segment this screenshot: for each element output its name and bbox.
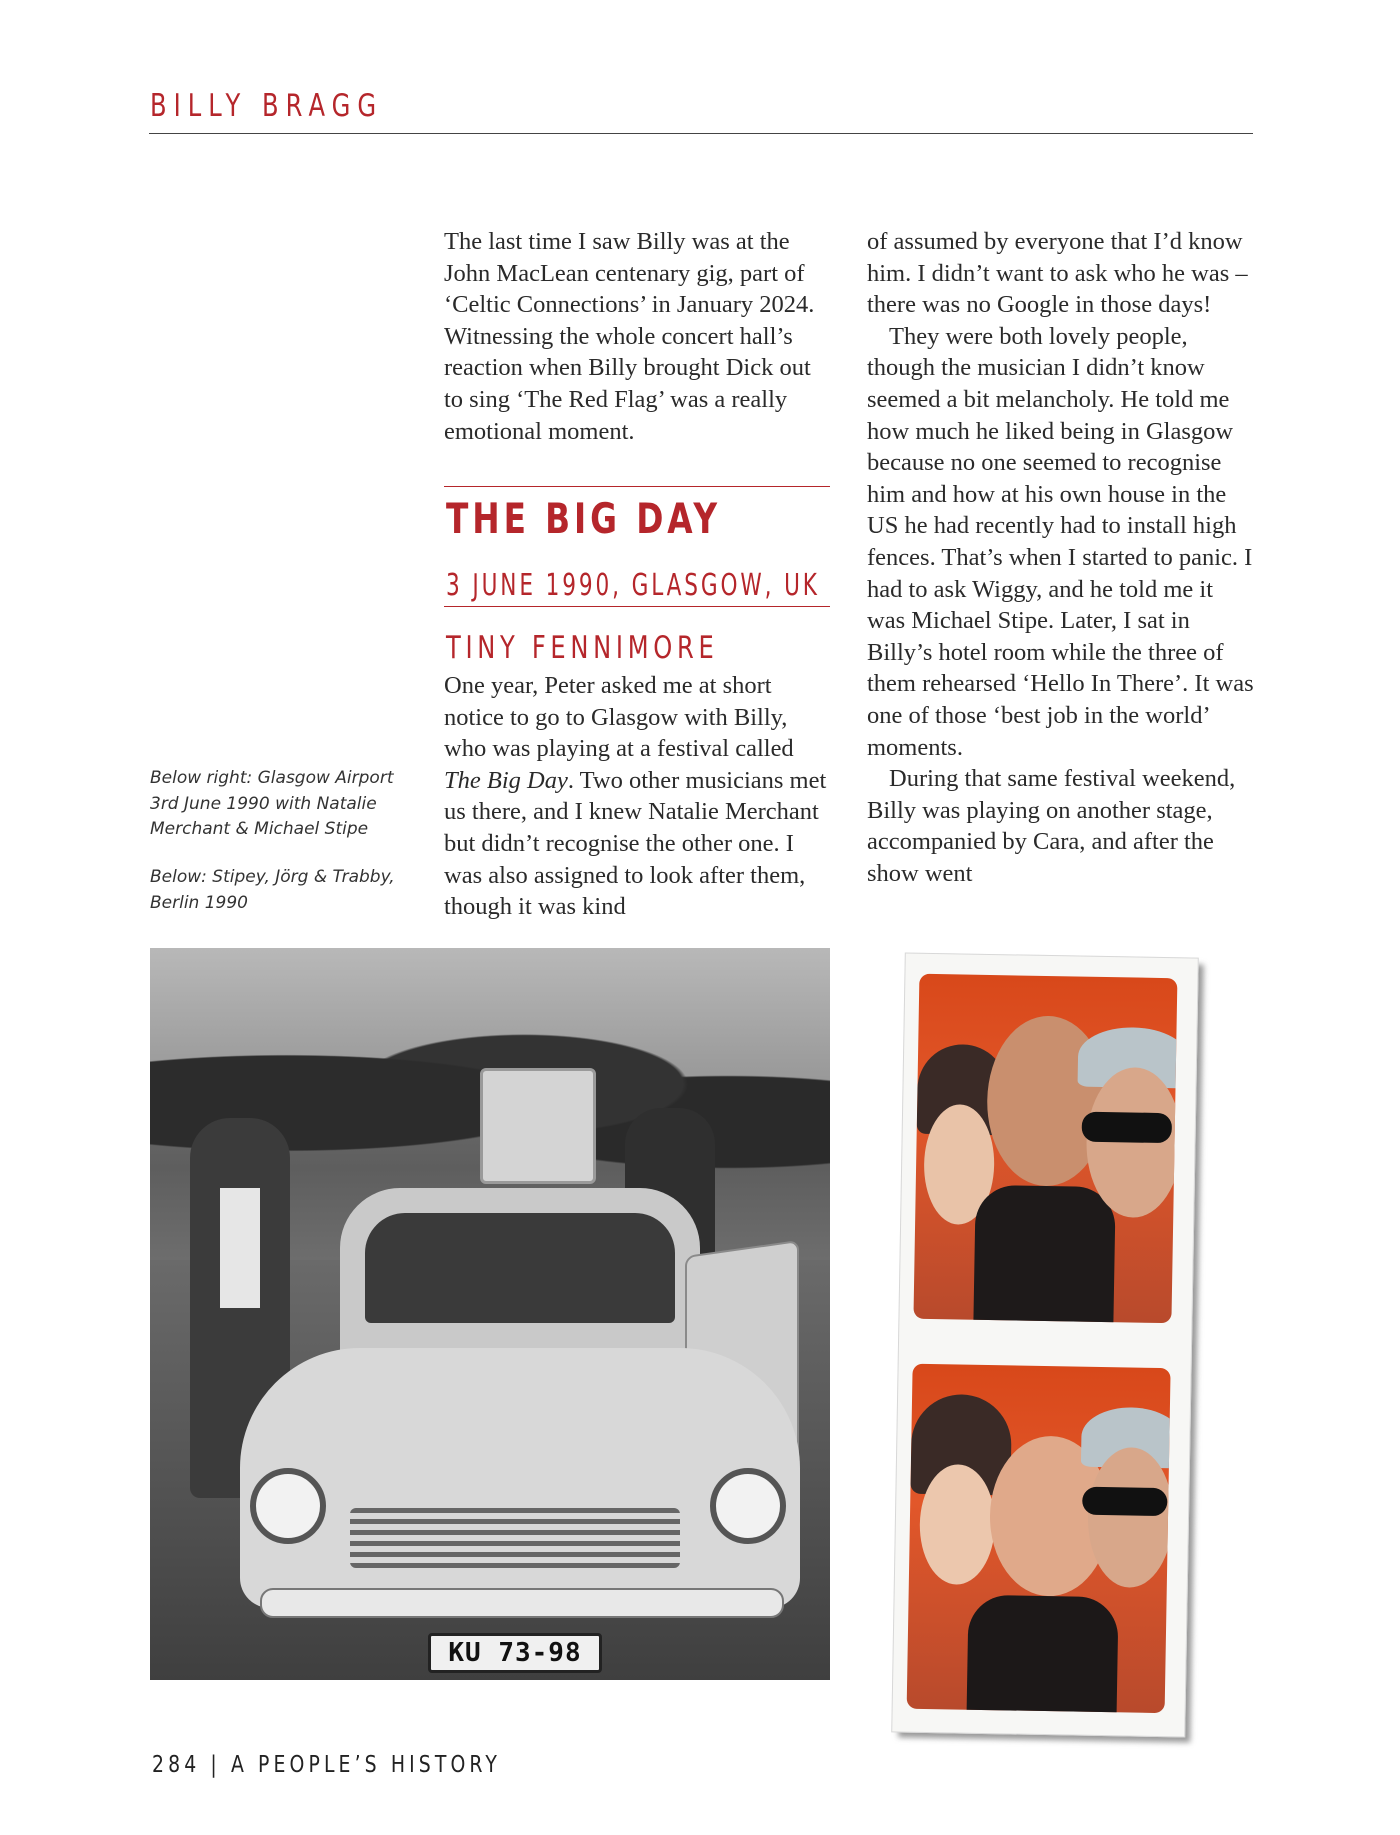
column-2-story [867, 226, 1257, 889]
photo-booth-frame-bottom [907, 1364, 1171, 1713]
story-paragraph-1 [444, 670, 834, 923]
story-paragraph-2: of assumed by everyone that I’d know him. I didn’t want to ask who he was – there was no Google in those days! [867, 228, 1248, 319]
column-1-story [444, 670, 834, 923]
photo-headlamp-left [250, 1468, 326, 1544]
photo-trabant-berlin [150, 948, 830, 1680]
photo-booth-frame-top [913, 974, 1177, 1323]
section-rule-bottom [444, 606, 830, 607]
story-text-a: One year, Peter asked me at short notice to go to Glasgow with Billy, who was playing at a festival called [444, 672, 794, 763]
photo-grille [350, 1508, 680, 1568]
section-title: THE BIG DAY [446, 494, 722, 543]
section-author: TINY FENNIMORE [446, 630, 719, 666]
photo-sunglasses [1082, 1112, 1173, 1144]
photo-number-plate: KU 73-98 [428, 1633, 602, 1673]
photo-sweater-2 [967, 1595, 1119, 1713]
photo-sweater [973, 1185, 1115, 1323]
caption-berlin: Below: Stipey, Jörg & Trabby, Berlin 1990 [150, 867, 395, 913]
header-rule [149, 133, 1253, 134]
photo-windscreen [365, 1213, 675, 1323]
photo-shirt [220, 1188, 260, 1308]
photo-bumper [260, 1588, 784, 1618]
festival-name: The Big Day [444, 766, 568, 794]
story-text-b: . Two other musicians met us there, and I knew Natalie Merchant but didn’t recognise the other one. I was also assigned to look after them, though it was kind [444, 766, 827, 921]
column-1-intro [444, 226, 830, 447]
photo-booth-strip [891, 952, 1199, 1737]
photo-face-left-2 [919, 1464, 996, 1585]
section-rule-top [444, 486, 830, 487]
photo-car-body [240, 1348, 800, 1608]
running-head: BILLY BRAGG [150, 88, 384, 124]
photo-sunglasses-2 [1082, 1487, 1167, 1516]
caption-glasgow-airport: Below right: Glasgow Airport 3rd June 1990 with Natalie Merchant & Michael Stipe [150, 768, 394, 839]
intro-paragraph: The last time I saw Billy was at the John MacLean centenary gig, part of ‘Celtic Connections’ in January 2024. Witnessing the whole concert hall’s reaction when Billy brought Dick out to sing ‘The Red Flag’ was a really emotional moment. [444, 228, 815, 445]
photo-headlamp-right [710, 1468, 786, 1544]
section-date-place: 3 JUNE 1990, GLASGOW, UK [446, 568, 820, 603]
page-folio: 284 | A PEOPLE’S HISTORY [152, 1752, 502, 1778]
story-paragraph-4: During that same festival weekend, Billy was playing on another stage, accompanied by Cara, and after the show went [867, 765, 1236, 887]
photo-van [480, 1068, 596, 1184]
photo-face-right-2 [1087, 1447, 1171, 1588]
story-paragraph-3: They were both lovely people, though the musician I didn’t know seemed a bit melancholy. He told me how much he liked being in Glasgow because no one seemed to recognise him and how at his own house in the US he had recently had to install high fences. That’s when I started to panic. I had to ask Wiggy, and he told me it was Michael Stipe. Later, I sat in Billy’s hotel room while the three of them rehearsed ‘Hello In There’. It was one of those ‘best job in the world’ moments. [867, 322, 1254, 761]
